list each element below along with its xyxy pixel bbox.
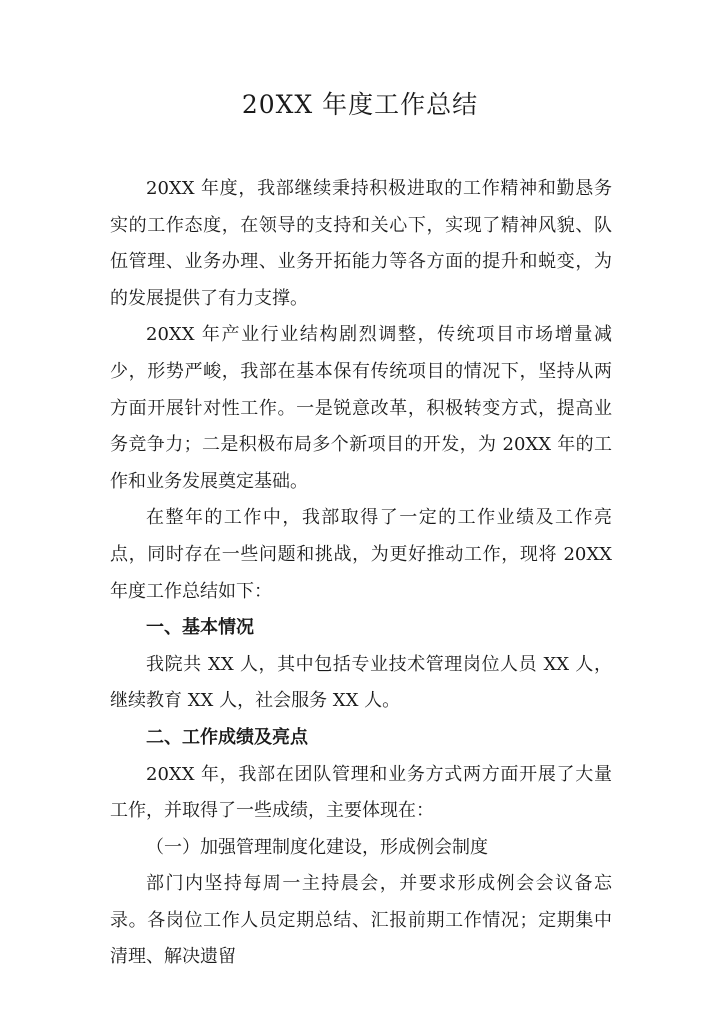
section-heading-basic: 一、基本情况 (146, 617, 254, 639)
paragraph-industry: 20XX 年产业行业结构剧烈调整，传统项目市场增量减少，形势严峻，我部在基本保有传统项目的情况下，坚持从两方面开展针对性工作。一是锐意改革，积极转变方式，提高业务竞争力；二是积极布局多个新项目的开发，为 20XX 年的工作和业务发展奠定基础。 (110, 324, 612, 492)
section-text-achievements: 20XX 年，我部在团队管理和业务方式两方面开展了大量工作，并取得了一些成绩，主要体现在： (110, 763, 612, 822)
section-text-basic: 我院共 XX 人，其中包括专业技术管理岗位人员 XX 人，继续教育 XX 人，社会服务 XX 人。 (110, 653, 612, 712)
document-title: 20XX 年度工作总结 (241, 90, 479, 119)
paragraph-summary-lead: 在整年的工作中，我部取得了一定的工作业绩及工作亮点，同时存在一些问题和挑战，为更好推动工作，现将 20XX 年度工作总结如下： (110, 507, 612, 602)
subsection-text-management: 部门内坚持每周一主持晨会，并要求形成例会会议备忘录。各岗位工作人员定期总结、汇报前期工作情况；定期集中清理、解决遗留 (110, 873, 612, 968)
document-body (110, 171, 612, 976)
paragraph-intro: 20XX 年度，我部继续秉持积极进取的工作精神和勤恳务实的工作态度，在领导的支持和关心下，实现了精神风貌、队伍管理、业务办理、业务开拓能力等各方面的提升和蜕变，为的发展提供了有力支撑。 (110, 178, 612, 309)
section-heading-achievements: 二、工作成绩及亮点 (146, 726, 308, 748)
subsection-heading-management: （一）加强管理制度化建设，形成例会制度 (146, 836, 488, 858)
